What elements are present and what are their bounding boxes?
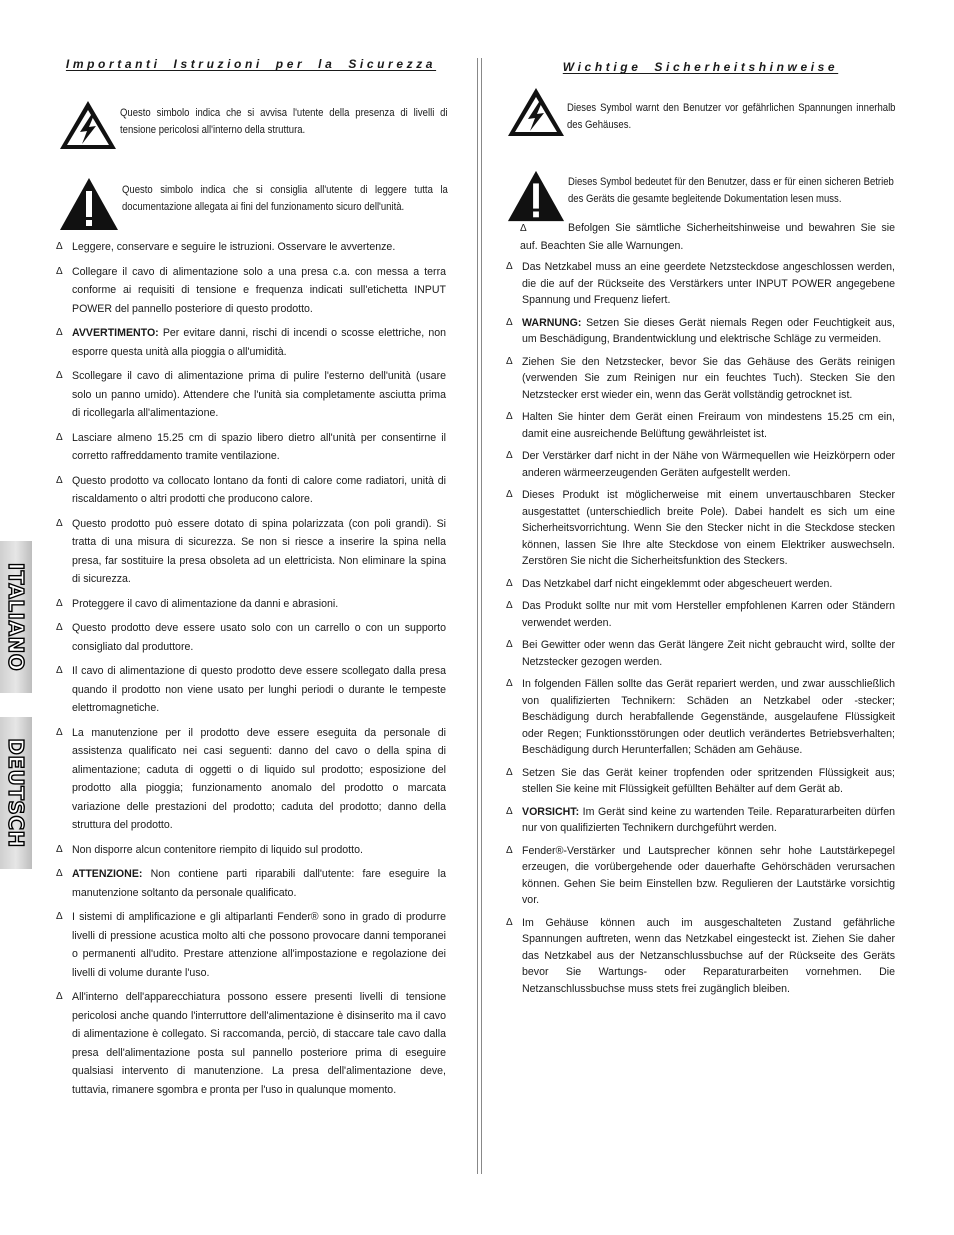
italian-bullet-icon: Δ (56, 991, 63, 1002)
italian-list-item-body: Proteggere il cavo di alimentazione da danni e abrasioni. (72, 597, 339, 610)
german-bullet-icon: Δ (506, 411, 513, 422)
italian-list-item (56, 841, 446, 860)
german-list-item (506, 259, 895, 309)
german-list-item-body: Setzen Sie das Gerät keiner tropfenden oder spritzenden Flüssigkeit aus; stellen Sie keine mit Flüssigkeit gefüllten Behälter auf dem Gerät ab. (522, 766, 895, 795)
italian-list-item-body: Lasciare almeno 15.25 cm di spazio libero dietro all'unità per consentirne il corretto raffreddamento tramite ventilazione. (72, 431, 446, 462)
german-bullet-icon: Δ (506, 916, 513, 928)
german-bullet-icon: Δ (506, 844, 513, 856)
italian-list-item-text (72, 865, 446, 902)
italian-list-item-text (72, 619, 446, 656)
german-list-item-body: Der Verstärker darf nicht in der Nähe von Wärmequellen wie Heizkörpern oder anderen wärmeerzeugenden Geräten aufgestellt werden. (522, 450, 895, 479)
german-bullet-icon: Δ (506, 766, 513, 778)
italian-list-item-body: Questo prodotto può essere dotato di spina polarizzata (con poli grandi). Si tratta di una misura di sicurezza. Se non si riesce a inserire la spina nella presa, far sostituire la presa obsoleta ad un elettricista. Non eliminare la spina di sicurezza. (72, 517, 446, 585)
german-bullet-icon: Δ (506, 600, 513, 611)
german-bullet-icon: Δ (506, 450, 513, 461)
german-list-item-label: WARNUNG: (522, 316, 582, 329)
german-list-item (506, 915, 895, 998)
german-bullet-icon: Δ (506, 805, 513, 817)
lightning-warning-icon (506, 86, 566, 138)
italian-symbol-lightning (58, 99, 484, 151)
german-list-item (506, 315, 895, 348)
italian-list-item-body: Questo prodotto deve essere usato solo con un carrello o con un supporto consigliato dal produttore. (72, 622, 446, 653)
italian-list-item-body: Non contiene parti riparabili dall'utente: fare eseguire la manutenzione soltanto da personale qualificato. (72, 868, 446, 899)
italian-list-item-body: Collegare il cavo di alimentazione solo a una presa c.a. con messa a terra conforme ai requisiti di tensione e frequenza indicati sull'etichetta INPUT POWER del pannello posteriore di questo prodotto. (72, 265, 446, 315)
german-list-item-body: Das Produkt sollte nur mit vom Hersteller empfohlenen Karren oder Ständern verwendet werden. (522, 600, 895, 629)
german-list-item (506, 409, 895, 442)
italian-list-item-body: All'interno dell'apparecchiatura possono essere presenti livelli di tensione pericolosi anche quando l'interruttore dell'alimentazione è disinserito ma il cavo di alimentazione è collegato. Si raccomanda, perciò, di staccare tale cavo dalla presa dell'alimentazione posta sul pannello posteriore prima di eseguire qualsiasi intervento di manutenzione. La presa dell'alimentazione deve, tuttavia, rimanere sgombra e pronta per l'uso in qualunque momento. (72, 991, 446, 1096)
german-list-item-text (522, 676, 895, 759)
italian-list-item-body: Il cavo di alimentazione di questo prodotto deve essere scollegato dalla presa quando il prodotto non viene usato per lunghi periodi o durante le tempeste elettromagnetiche. (72, 665, 446, 714)
italian-bullet-icon: Δ (56, 665, 63, 676)
italian-list-item-text (72, 988, 446, 1099)
german-list-item-text (522, 259, 895, 309)
italian-bullet-icon: Δ (56, 726, 63, 738)
german-list-item (506, 354, 895, 404)
italian-list-item-text (72, 367, 446, 423)
german-bullet-icon: Δ (506, 355, 513, 367)
german-title: Wichtige Sicherheitshinweise (562, 60, 839, 74)
german-list-item-body: Halten Sie hinter dem Gerät einen Freiraum von mindestens 15.25 cm ein, damit eine ausreichende Belüftung gewährleistet ist. (522, 411, 895, 440)
italian-list-item (56, 472, 446, 509)
italian-list-item (56, 263, 446, 319)
german-list-item-body: Fender®-Verstärker und Lautsprecher können sehr hohe Lautstärkepegel erzeugen, die vorübergehende oder dauerhafte Gehörschäden verursachen können. Gehen Sie beim Einstellen bzw. Regulieren der Lautstärke vorsichtig vor. (522, 844, 895, 906)
german-list-item-text (522, 576, 895, 593)
german-list-item-body: Ziehen Sie den Netzstecker, bevor Sie das Gehäuse des Geräts reinigen (verwenden Sie zum Reinigen nur ein feuchtes Tuch). Stecken Sie den Netzstecker erst wieder ein, wenn das Gerät vollständig getrocknet ist. (522, 355, 895, 401)
italian-list-item (56, 595, 446, 614)
german-list-item-text (522, 354, 895, 404)
german-list-item (506, 637, 895, 670)
italian-bullet-icon: Δ (56, 241, 63, 252)
side-tab-deutsch-label: DEUTSCH (4, 738, 28, 848)
german-bullet-icon: Δ (506, 489, 513, 500)
italian-safety-list (56, 238, 446, 1105)
italian-list-item-body: Leggere, conservare e seguire le istruzioni. Osservare le avvertenze. (72, 241, 396, 253)
german-list-item-text (522, 598, 895, 631)
german-list-item-body: Im Gehäuse können auch im ausgeschalteten Zustand gefährliche Spannungen auftreten, wenn das Netzkabel eingesteckt ist. Ziehen Sie daher das Netzkabel aus der Netzanschlussbuchse auf der Rückseite des Geräts bevor Sie Wartungs- oder Reparaturarbeiten vornehmen. Die Netzanschlussbuchse muss stets frei zugänglich bleiben. (522, 916, 895, 995)
italian-list-item-text (72, 724, 446, 835)
exclamation-warning-icon (506, 168, 566, 224)
side-tab-italiano (0, 541, 32, 693)
italian-list-item-text (72, 841, 446, 860)
german-list-item-text (522, 409, 895, 442)
italian-list-item (56, 238, 446, 257)
german-list-item-text (522, 448, 895, 481)
italian-title: Importanti Istruzioni per la Sicurezza (65, 57, 437, 71)
german-first-item-text: Befolgen Sie sämtliche Sicherheitshinweise und bewahren Sie sie auf. Beachten Sie alle Warnungen. (520, 222, 895, 252)
italian-list-item (56, 865, 446, 902)
german-symbol-lightning-text: Dieses Symbol warnt den Benutzer vor gefährlichen Spannungen innerhalb des Gehäuses. (567, 102, 896, 131)
italian-list-item (56, 724, 446, 835)
german-bullet-icon: Δ (506, 316, 513, 328)
italian-symbol-lightning-text: Questo simbolo indica che si avvisa l'utente della presenza di livelli di tensione pericolosi all'interno della struttura. (120, 107, 448, 136)
side-tab-italiano-label: ITALIANO (4, 562, 28, 672)
italian-bullet-icon: Δ (56, 843, 63, 855)
german-list-item-body: Im Gerät sind keine zu wartenden Teile. Reparaturarbeiten dürfen nur von qualifizierten Technikern durchgeführt werden. (522, 805, 895, 834)
german-list-item (506, 598, 895, 631)
italian-list-item-label: ATTENZIONE: (72, 868, 143, 880)
german-list-item (506, 804, 895, 837)
italian-list-item-text (72, 238, 446, 257)
german-list-item (506, 487, 895, 570)
italian-bullet-icon: Δ (56, 597, 63, 609)
german-first-item (520, 220, 895, 254)
italian-list-item-label: AVVERTIMENTO: (72, 327, 159, 339)
italian-bullet-icon: Δ (56, 431, 63, 443)
german-list-item-text (522, 915, 895, 998)
italian-list-item-text (72, 662, 446, 718)
italian-bullet-icon: Δ (56, 327, 63, 338)
german-safety-list (506, 259, 895, 1003)
italian-list-item (56, 908, 446, 982)
italian-list-item (56, 515, 446, 589)
german-bullet-icon: Δ (506, 577, 513, 589)
german-first-item-bullet: Δ (520, 223, 527, 234)
german-list-item-text (522, 765, 895, 798)
italian-list-item-text (72, 472, 446, 509)
italian-list-item-text (72, 908, 446, 982)
italian-list-item-body: La manutenzione per il prodotto deve essere eseguita da personale di assistenza qualificato nei casi seguenti: danno del cavo o della spina di alimentazione; caduta di oggetti o di liquido sul prodotto; esposizione del prodotto alla pioggia; funzionamento anomalo del prodotto o marcata variazione delle prestazioni del prodotto; caduta del prodotto; danno della struttura del prodotto. (72, 726, 446, 831)
italian-list-item-text (72, 595, 446, 614)
italian-bullet-icon: Δ (56, 911, 63, 922)
side-tab-deutsch (0, 717, 32, 869)
italian-list-item-body: Per evitare danni, rischi di incendi o scosse elettriche, non esporre questa unità alla pioggia o all'umidità. (72, 327, 446, 358)
italian-list-item-body: Scollegare il cavo di alimentazione prima di pulire l'esterno dell'unità (usare solo un panno umido). Attendere che l'unità sia completamente asciutta prima di ricollegarla all'alimentazione. (72, 370, 446, 419)
italian-symbol-exclamation (58, 176, 484, 232)
german-list-item-label: VORSICHT: (522, 805, 580, 818)
german-list-item (506, 576, 895, 593)
german-symbol-lightning (506, 86, 932, 138)
italian-list-item-text (72, 324, 446, 361)
italian-bullet-icon: Δ (56, 868, 63, 879)
italian-list-item-text (72, 429, 446, 466)
italian-list-item-text (72, 515, 446, 589)
lightning-warning-icon (58, 99, 118, 151)
italian-list-item (56, 619, 446, 656)
german-list-item-body: Das Netzkabel darf nicht eingeklemmt oder abgescheuert werden. (522, 577, 833, 590)
german-list-item (506, 448, 895, 481)
italian-list-item-body: Questo prodotto va collocato lontano da fonti di calore come radiatori, unità di riscaldamento o altri prodotti che producono calore. (72, 474, 446, 505)
italian-bullet-icon: Δ (56, 517, 63, 529)
german-list-item-body: Setzen Sie dieses Gerät niemals Regen oder Feuchtigkeit aus, um Beschädigung, Brandentwicklung und elektrische Schläge zu vermeiden. (522, 316, 895, 345)
italian-list-item-text (72, 263, 446, 319)
german-list-item-text (522, 804, 895, 837)
italian-list-item-body: Non disporre alcun contenitore riempito di liquido sul prodotto. (72, 843, 363, 856)
german-list-item-text (522, 637, 895, 670)
german-bullet-icon: Δ (506, 678, 513, 689)
german-list-item-text (522, 487, 895, 570)
german-list-item-text (522, 315, 895, 348)
italian-list-item (56, 662, 446, 718)
italian-bullet-icon: Δ (56, 622, 63, 633)
german-bullet-icon: Δ (506, 261, 513, 272)
german-list-item-body: Das Netzkabel muss an eine geerdete Netzsteckdose angeschlossen werden, die die auf der Rückseite des Verstärkers unter INPUT POWER angegebene Spannung und Frequenz liefert. (522, 261, 895, 306)
italian-list-item-body: I sistemi di amplificazione e gli altiparlanti Fender® sono in grado di produrre livelli di pressione acustica molto alti che possono provocare danni temporanei o permanenti all'udito. Prestare attenzione all'impostazione e regolazione dei livelli di volume durante l'uso. (72, 911, 446, 979)
exclamation-warning-icon (58, 176, 120, 232)
german-list-item (506, 765, 895, 798)
german-list-item-body: Bei Gewitter oder wenn das Gerät längere Zeit nicht gebraucht wird, sollte der Netzstecker gezogen werden. (522, 639, 895, 668)
german-symbol-exclamation (506, 168, 930, 224)
italian-bullet-icon: Δ (56, 265, 63, 277)
italian-list-item (56, 429, 446, 466)
german-list-item-body: In folgenden Fällen sollte das Gerät repariert werden, und zwar ausschließlich von qualifizierten Technikern: Schäden an Netzkabel oder -stecker; Beschädigung durch herabfallende Gegenstände, ausgelaufene Flüssigkeit oder Regen; Funktionsstörungen oder deutlich verändertes Betriebsverhalten; Beschädigung durch Herunterfallen; Schäden am Gehäuse. (522, 678, 895, 756)
italian-list-item (56, 988, 446, 1099)
german-list-item-text (522, 843, 895, 909)
german-list-item (506, 843, 895, 909)
italian-list-item (56, 324, 446, 361)
german-list-item-body: Dieses Produkt ist möglicherweise mit einem unvertauschbaren Stecker ausgestattet (unterschiedlich breite Pole). Dabei handelt es sich um eine Sicherheitsvorrichtung. Wenn Sie den Stecker nicht in die Steckdose stecken können, lassen Sie Ihre alte Steckdose von einem Elektriker auswechseln. Zerstören Sie nicht die Sicherheitsfunktion des Steckers. (522, 489, 895, 567)
german-symbol-exclamation-text: Dieses Symbol bedeutet für den Benutzer, dass er für einen sicheren Betrieb des Geräts die gesamte begleitende Dokumentation lesen muss. (568, 176, 894, 205)
german-list-item (506, 676, 895, 759)
german-bullet-icon: Δ (506, 639, 513, 650)
italian-symbol-exclamation-text: Questo simbolo indica che si consiglia all'utente di leggere tutta la documentazione allegata ai fini del funzionamento sicuro dell'unità. (122, 184, 448, 213)
italian-bullet-icon: Δ (56, 474, 63, 486)
italian-bullet-icon: Δ (56, 370, 63, 381)
italian-list-item (56, 367, 446, 423)
